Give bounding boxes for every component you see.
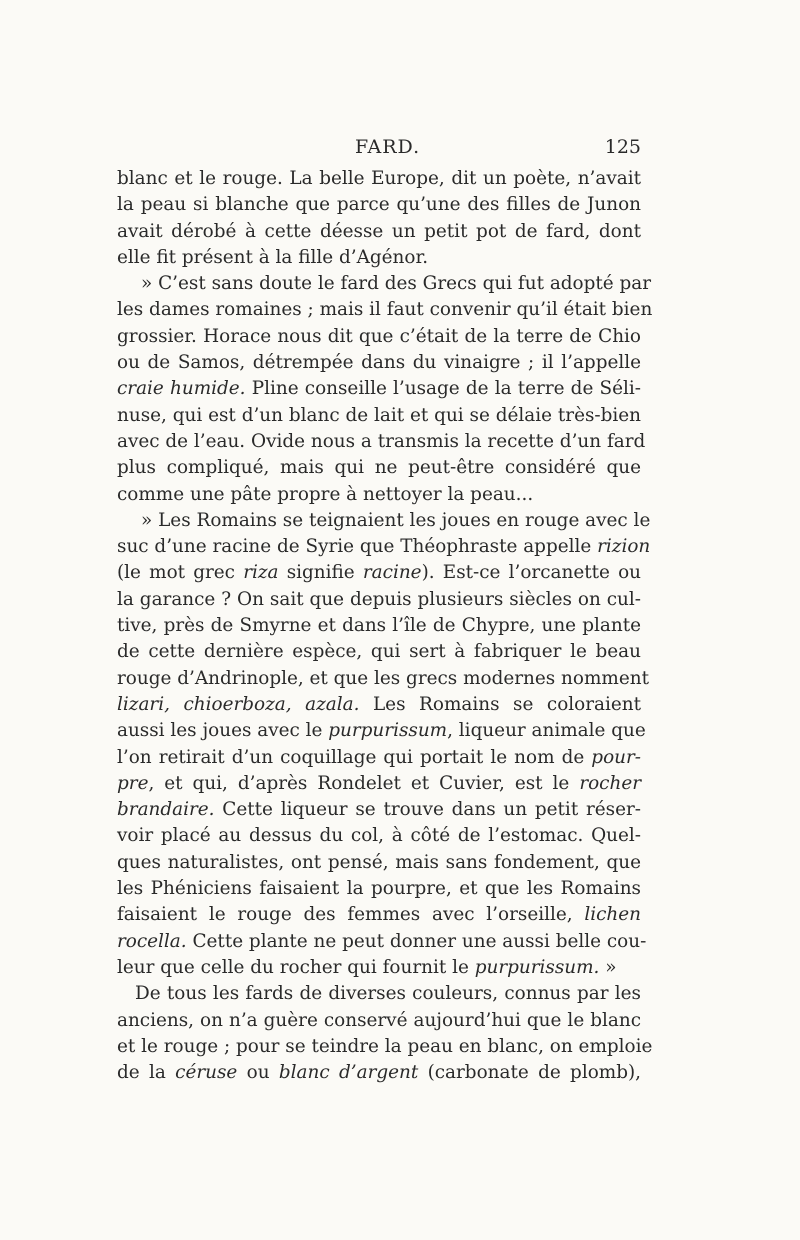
text-line xyxy=(117,850,641,876)
text-segment: Pline conseille l’usage de la terre de Séli- xyxy=(245,378,641,400)
text-line xyxy=(117,823,641,849)
text-line xyxy=(117,534,651,560)
text-line xyxy=(117,482,641,508)
text-line xyxy=(117,376,641,402)
text-line xyxy=(117,1034,653,1060)
text-line xyxy=(117,639,641,665)
text-segment: plus compliqué, mais qui ne peut-être considéré que xyxy=(117,457,641,479)
text-line xyxy=(117,219,641,245)
text-line xyxy=(117,929,647,955)
text-segment: aussi les joues avec le xyxy=(117,720,329,742)
text-segment: rouge d’Andrinople, et que les grecs modernes nomment xyxy=(117,667,649,689)
italic-text: lizari, chioerboza, azala. xyxy=(117,693,360,715)
text-segment: la peau si blanche que parce qu’une des filles de Junon xyxy=(117,194,641,216)
text-segment: Cette liqueur se trouve dans un petit réser- xyxy=(214,799,641,821)
text-segment: comme une pâte propre à nettoyer la peau... xyxy=(117,483,534,505)
text-segment: de cette dernière espèce, qui sert à fabriquer le beau xyxy=(117,641,641,663)
text-segment: de la xyxy=(117,1062,176,1084)
text-line xyxy=(117,245,641,271)
text-segment: l’on retirait d’un coquillage qui portait le nom de xyxy=(117,746,592,768)
text-line xyxy=(117,745,641,771)
text-line xyxy=(117,403,641,429)
text-segment: » C’est sans doute le fard des Grecs qui fut adopté par xyxy=(141,273,652,295)
text-segment: tive, près de Smyrne et dans l’île de Chypre, une plante xyxy=(117,615,641,637)
text-segment: De tous les fards de diverses couleurs, connus par les xyxy=(135,983,641,1005)
italic-text: rizion xyxy=(597,536,651,558)
text-line xyxy=(117,508,651,534)
text-line xyxy=(117,350,641,376)
text-segment: les dames romaines ; mais il faut convenir qu’il était bien xyxy=(117,299,653,321)
text-segment: les Phéniciens faisaient la pourpre, et que les Romains xyxy=(117,878,641,900)
text-line xyxy=(117,192,641,218)
text-segment: blanc et le rouge. La belle Europe, dit un poète, n’avait xyxy=(117,168,641,189)
text-segment: » Les Romains se teignaient les joues en rouge avec le xyxy=(141,509,651,531)
text-line xyxy=(117,587,641,613)
running-title: FARD. xyxy=(355,136,421,158)
text-line xyxy=(117,297,653,323)
text-segment: ou de Samos, détrempée dans du vinaigre ; il l’appelle xyxy=(117,352,641,374)
text-line xyxy=(117,981,641,1007)
text-segment: avait dérobé à cette déesse un petit pot de fard, dont xyxy=(117,220,641,242)
italic-text: craie humide. xyxy=(117,378,246,400)
text-segment: grossier. Horace nous dit que c’était de la terre de Chio xyxy=(117,325,641,347)
italic-text: purpurissum xyxy=(328,720,448,742)
text-line xyxy=(117,876,641,902)
text-segment: Cette plante ne peut donner une aussi belle cou- xyxy=(186,930,647,952)
text-segment: Les Romains se coloraient xyxy=(359,693,641,715)
italic-text: riza xyxy=(243,562,279,584)
italic-text: céruse xyxy=(175,1062,238,1084)
text-segment: ). Est-ce l’orcanette ou xyxy=(421,562,641,584)
text-segment: voir placé au dessus du col, à côté de l’estomac. Quel- xyxy=(117,825,641,847)
text-line xyxy=(117,429,646,455)
text-segment: ou xyxy=(237,1062,279,1084)
text-line xyxy=(117,1060,641,1086)
text-line xyxy=(117,455,641,481)
italic-text: racine xyxy=(362,562,422,584)
text-segment: signifie xyxy=(278,562,363,584)
body-text xyxy=(117,166,653,1086)
running-head xyxy=(117,136,641,162)
text-segment: et le rouge ; pour se teindre la peau en blanc, on emploie xyxy=(117,1035,653,1057)
text-segment: » xyxy=(599,956,617,978)
text-segment: faisaient le rouge des femmes avec l’orseille, xyxy=(117,904,585,926)
text-line xyxy=(117,771,641,797)
text-line xyxy=(117,692,641,718)
text-segment: (carbonate de plomb), xyxy=(418,1062,642,1084)
text-segment: elle fit présent à la fille d’Agénor. xyxy=(117,246,429,268)
text-line xyxy=(117,666,649,692)
italic-text: purpurissum. xyxy=(474,956,600,978)
text-segment: anciens, on n’a guère conservé aujourd’hui que le blanc xyxy=(117,1009,641,1031)
text-segment: nuse, qui est d’un blanc de lait et qui se délaie très-bien xyxy=(117,404,641,426)
text-segment: suc d’une racine de Syrie que Théophraste appelle xyxy=(117,536,598,558)
text-line xyxy=(117,271,652,297)
text-segment: , liqueur animale que xyxy=(447,720,646,742)
text-line xyxy=(117,1008,641,1034)
italic-text: pour- xyxy=(591,746,641,768)
italic-text: rocella. xyxy=(117,930,187,952)
page-number: 125 xyxy=(604,136,641,158)
text-line xyxy=(117,955,641,981)
text-line xyxy=(117,613,641,639)
text-line xyxy=(117,902,641,928)
text-segment: ques naturalistes, ont pensé, mais sans fondement, que xyxy=(117,851,641,873)
text-line xyxy=(117,718,646,744)
italic-text: lichen xyxy=(584,904,641,926)
text-line xyxy=(117,324,641,350)
italic-text: brandaire. xyxy=(117,799,215,821)
italic-text: rocher xyxy=(579,772,641,794)
text-line xyxy=(117,166,641,192)
text-line xyxy=(117,560,641,586)
italic-text: blanc d’argent xyxy=(278,1062,419,1084)
italic-text: pre xyxy=(117,772,149,794)
text-segment: la garance ? On sait que depuis plusieurs siècles on cul- xyxy=(117,588,641,610)
text-segment: , et qui, d’après Rondelet et Cuvier, est le xyxy=(148,772,580,794)
text-segment: (le mot grec xyxy=(117,562,244,584)
text-line xyxy=(117,797,641,823)
text-segment: avec de l’eau. Ovide nous a transmis la recette d’un fard xyxy=(117,430,646,452)
text-segment: leur que celle du rocher qui fournit le xyxy=(117,956,475,978)
